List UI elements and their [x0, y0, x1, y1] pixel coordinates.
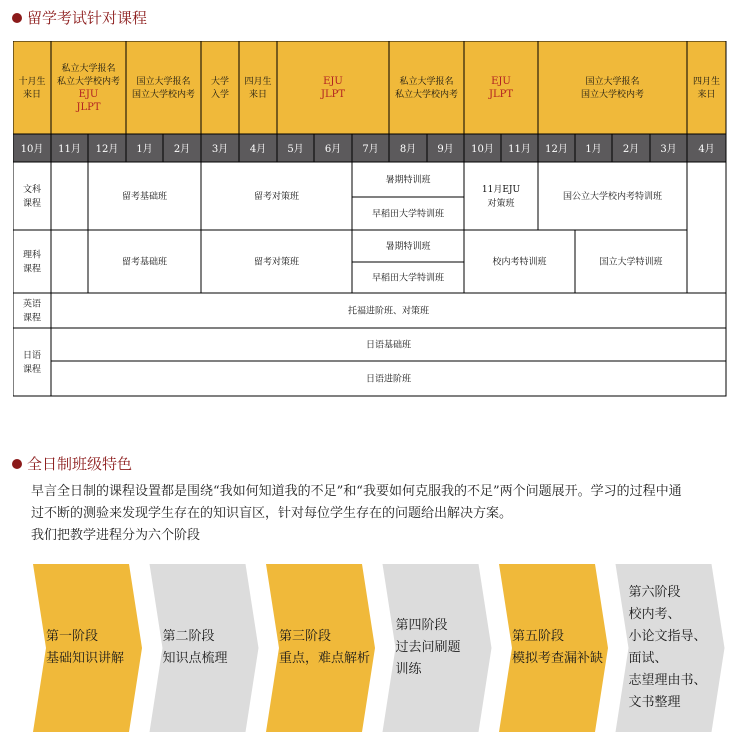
month-label: 12月 [95, 144, 119, 155]
liberal-national-class-text: 国公立大学校内考特训班 [562, 192, 663, 202]
table-header-text: 来日 [22, 90, 42, 100]
table-header-text: 国立大学报名 [585, 77, 640, 87]
row-label-english-text: 课程 [22, 313, 42, 324]
stage-5-text [512, 626, 603, 670]
table-header-text: 来日 [697, 90, 716, 100]
intro-line: 早言全日制的课程设置都是围绕“我如何知道我的不足”和“我要如何克服我的不足”两个问题展开。学习的过程中通 [31, 484, 682, 499]
row-label-liberal-text: 文科 [22, 185, 42, 195]
month-label: 3月 [211, 144, 229, 155]
stage-line: 基础知识讲解 [46, 651, 125, 666]
table-header-text: 国立大学报名 [136, 77, 191, 87]
table-header-text: EJU [78, 89, 99, 100]
stage-line: 重点，难点解析 [279, 651, 371, 666]
stage-line: 第四阶段 [395, 618, 448, 633]
month-label: 11月 [508, 144, 531, 155]
month-label: 4月 [698, 144, 715, 155]
table-header-text: 来日 [248, 90, 268, 100]
table-header-text: 私立大学报名 [399, 77, 454, 87]
table-header-text: 国立大学校内考 [580, 90, 645, 100]
liberal-strategy-class-text: 留考对策班 [253, 192, 300, 202]
stage-line: 校内考、 [628, 607, 681, 622]
liberal-waseda-class-text: 早稻田大学特训班 [371, 209, 445, 220]
row-label-liberal-text: 课程 [22, 199, 42, 209]
stage-line: 文书整理 [628, 695, 681, 710]
science-waseda-class-text: 早稻田大学特训班 [371, 273, 445, 284]
month-label: 1月 [585, 144, 602, 155]
month-label: 1月 [136, 144, 153, 155]
table-header-text: 十月生 [18, 77, 46, 87]
science-national-class-text: 国立大学特训班 [599, 257, 663, 268]
row-label-science-text: 课程 [22, 264, 42, 275]
month-label: 10月 [20, 144, 44, 155]
liberal-eju-class-text: 11月EJU [481, 185, 521, 195]
month-label: 10月 [471, 144, 494, 155]
stage-3-text [279, 626, 370, 670]
month-label: 2月 [173, 144, 191, 155]
stage-2-text [163, 626, 228, 670]
month-label: 9月 [437, 144, 454, 155]
stage-line: 训练 [395, 662, 422, 677]
english-toefl-class-text: 托福进阶班、对策班 [347, 306, 430, 317]
stage-line: 小论文指导、 [628, 629, 707, 644]
month-label: 11月 [58, 144, 81, 155]
section-title-text: 留学考试针对课程 [27, 9, 148, 27]
intro-line: 过不断的测验来发现学生存在的知识盲区，针对每位学生存在的问题给出解决方案。 [31, 506, 513, 521]
row-label-english-text: 英语 [22, 299, 42, 310]
table-header-text: 入学 [210, 90, 230, 100]
row-label-japanese-text: 课程 [22, 365, 42, 375]
stage-line: 第六阶段 [628, 585, 681, 600]
month-label: 6月 [324, 144, 342, 155]
science-basic-class-text: 留考基础班 [121, 257, 168, 268]
table-header-text: 国立大学校内考 [131, 90, 196, 100]
table-header-text: JLPT [488, 89, 514, 100]
stage-line: 知识点梳理 [162, 651, 228, 666]
stage-line: 第三阶段 [279, 629, 332, 644]
intro-line: 我们把教学进程分为六个阶段 [31, 528, 201, 543]
month-label: 3月 [660, 144, 677, 155]
row-label-japanese-text: 日语 [22, 351, 42, 361]
japanese-advanced-class-text: 日语进阶班 [365, 374, 412, 385]
stage-line: 第五阶段 [512, 629, 565, 644]
table-header-text: JLPT [320, 89, 346, 100]
stage-line: 模拟考查漏补缺 [512, 651, 604, 666]
month-label: 12月 [545, 144, 568, 155]
liberal-eju-class-text: 对策班 [487, 199, 515, 209]
month-label: 8月 [399, 144, 417, 155]
science-summer-class-text: 暑期特训班 [385, 242, 431, 252]
table-header-text: 私立大学报名 [61, 64, 116, 74]
science-school-exam-class-text: 校内考特训班 [492, 257, 547, 268]
month-label: 5月 [287, 144, 304, 155]
row-label-science-text: 理科 [22, 250, 42, 261]
section-title-text: 全日制班级特色 [27, 455, 133, 473]
stage-line: 过去问刷题 [395, 640, 461, 655]
science-strategy-class-text: 留考对策班 [253, 257, 300, 268]
stage-line: 第二阶段 [162, 629, 215, 644]
stage-6-text [629, 582, 707, 714]
table-header-text: 大学 [210, 77, 230, 87]
stage-line: 志望理由书、 [628, 673, 707, 688]
stage-1-text [46, 626, 124, 670]
month-label: 4月 [249, 144, 267, 155]
table-header-text: 私立大学校内考 [56, 77, 121, 87]
table-header-text: 私立大学校内考 [394, 90, 459, 100]
month-label: 7月 [362, 144, 379, 155]
stage-line: 第一阶段 [46, 629, 99, 644]
stage-4-text [396, 615, 461, 681]
liberal-summer-class-text: 暑期特训班 [385, 175, 431, 186]
japanese-basic-class-text: 日语基础班 [365, 340, 412, 351]
table-header-text: 四月生 [692, 77, 721, 87]
table-header-text: JLPT [76, 102, 101, 113]
table-header-text: EJU [491, 76, 511, 87]
liberal-basic-class-text: 留考基础班 [121, 192, 168, 202]
table-header-text: EJU [323, 76, 343, 87]
month-label: 2月 [622, 144, 640, 155]
table-header-text: 四月生 [244, 77, 272, 87]
stage-line: 面试、 [628, 651, 668, 666]
